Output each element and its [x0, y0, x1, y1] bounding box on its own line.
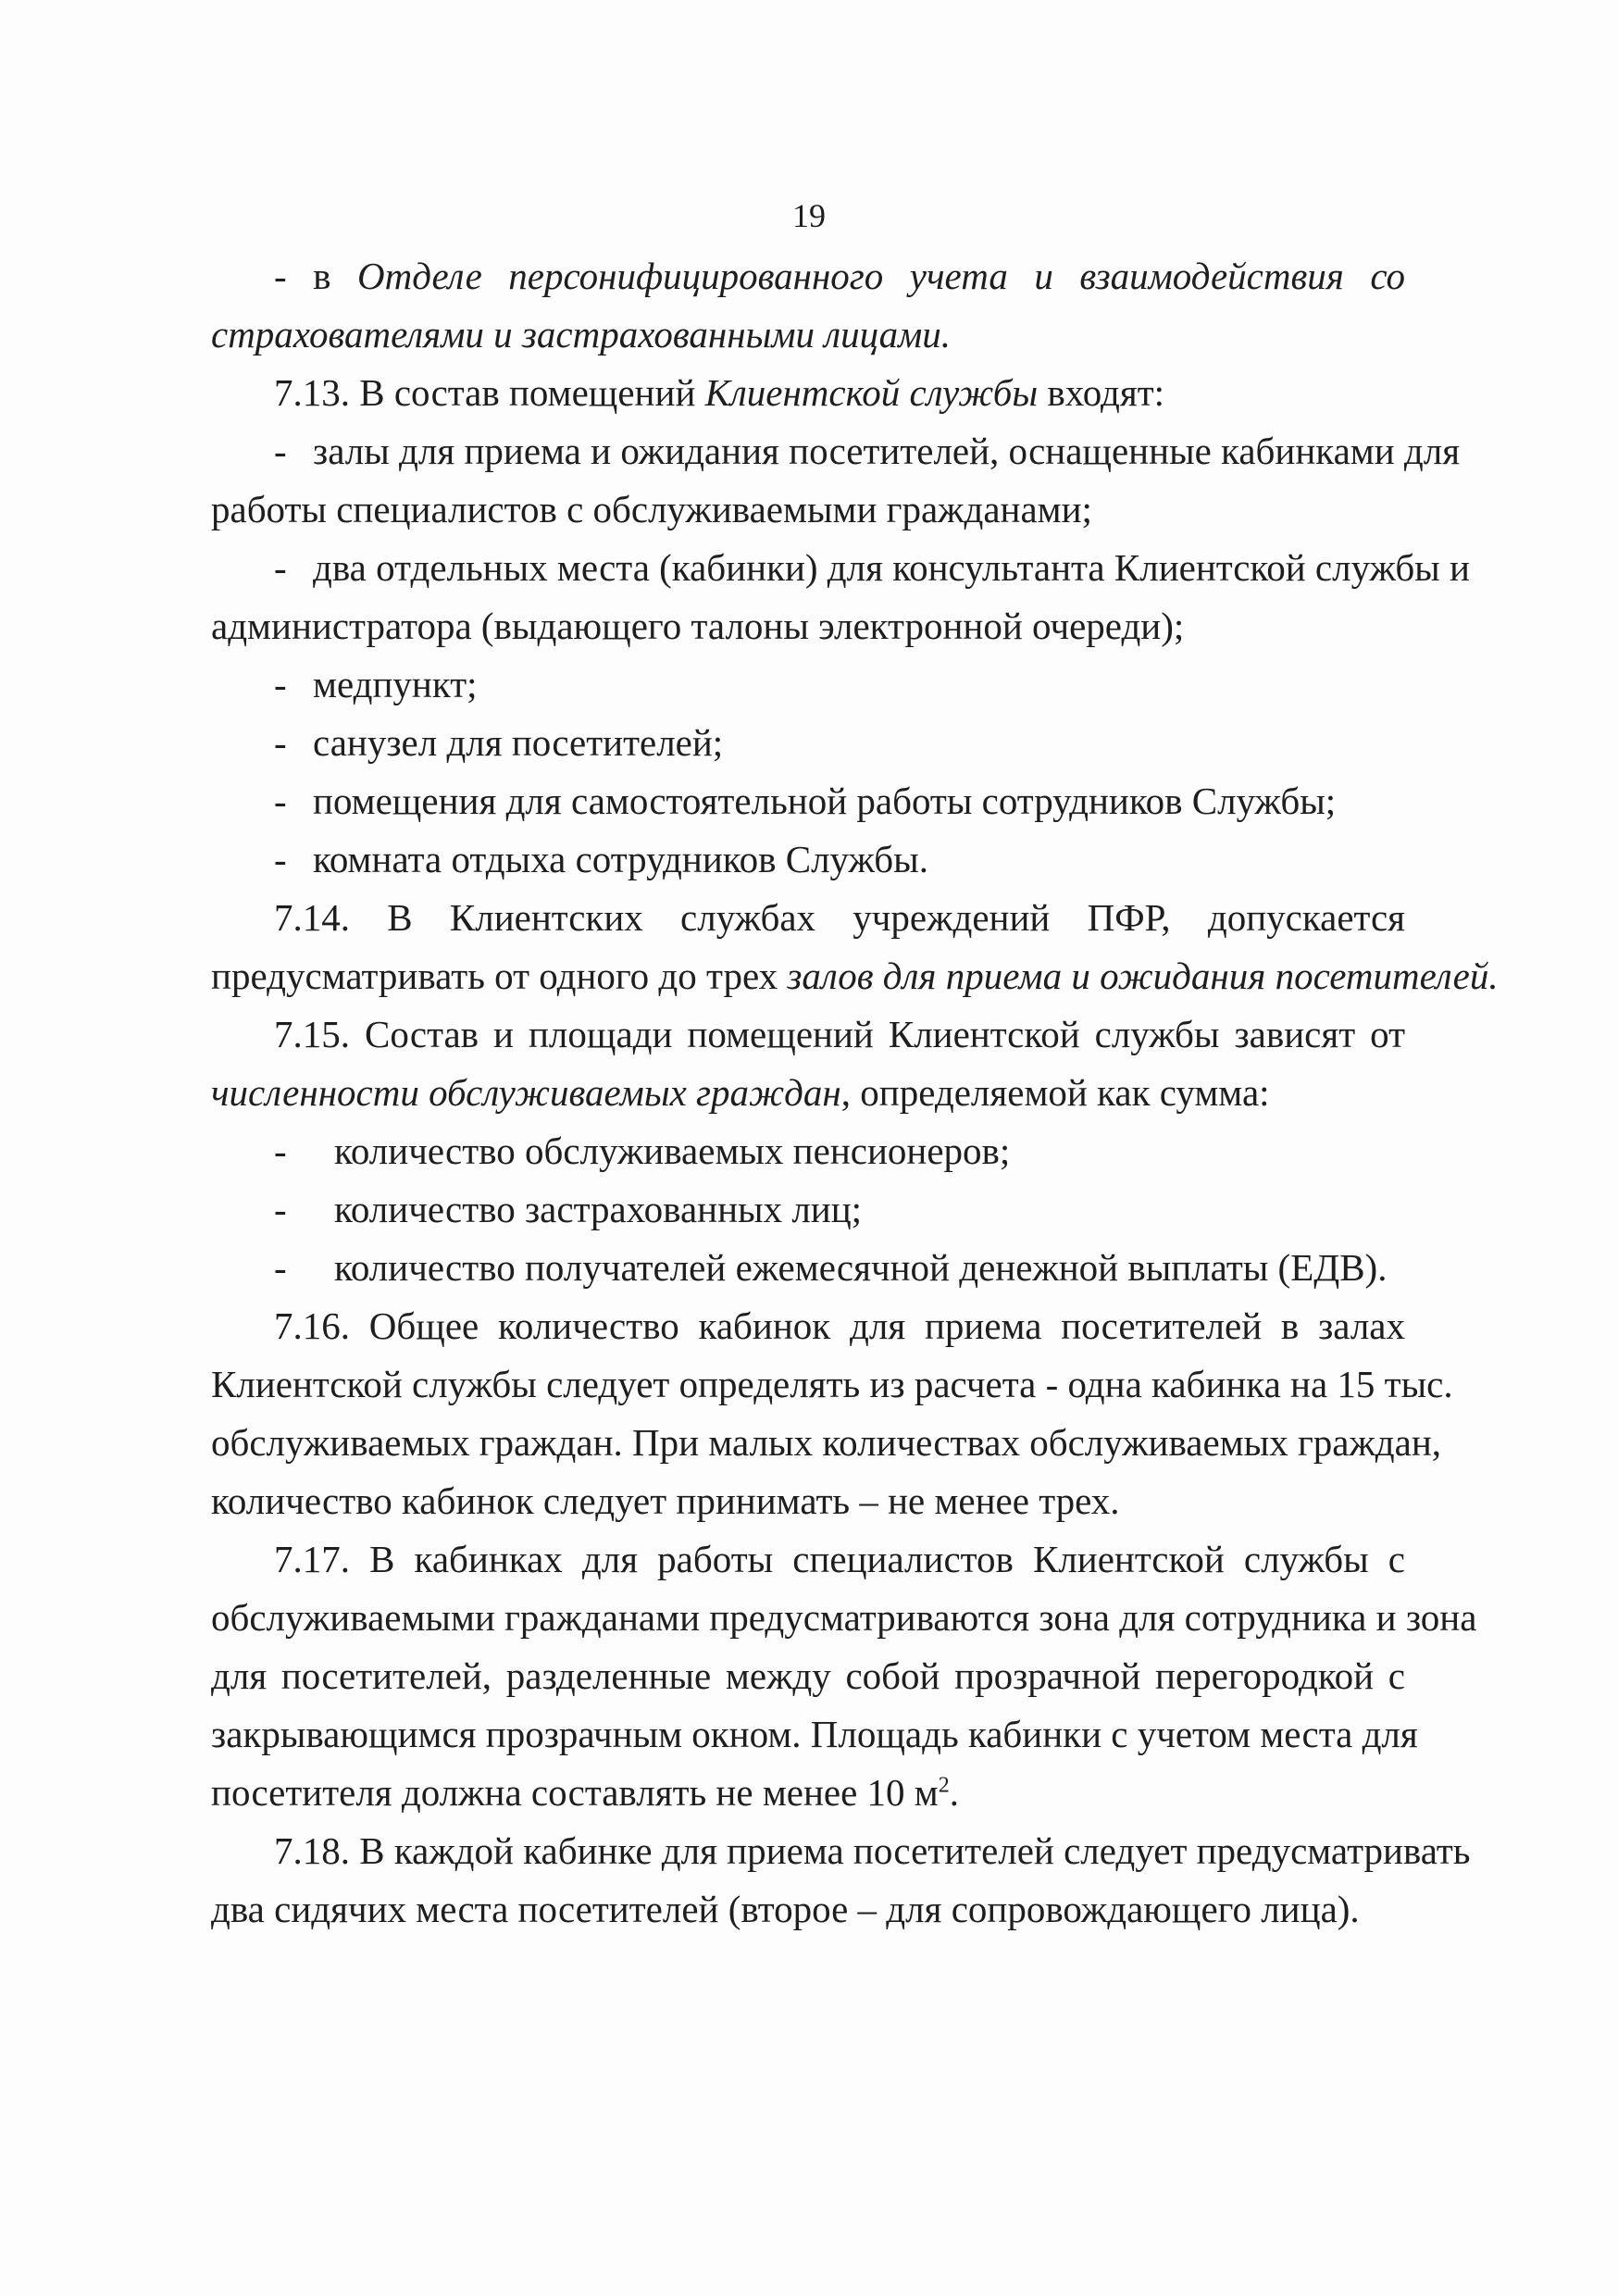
text-line: два сидячих места посетителей (второе – для сопровождающего лица). [211, 1888, 1360, 1930]
list-item: - количество застрахованных лиц; [274, 1188, 863, 1230]
list-item: - количество обслуживаемых пенсионеров; [274, 1129, 1011, 1172]
page-number: 19 [792, 197, 826, 234]
list-item: - количество получателей ежемесячной денежной выплаты (ЕДВ). [274, 1246, 1388, 1289]
list-item: - санузел для посетителей; [274, 721, 724, 764]
text-line: посетителя должна составлять не менее 10 $м^2$. [211, 1771, 959, 1814]
paragraph-7-14: 7.14. В Клиентских службах учреждений ПФР, допускается [274, 896, 1405, 939]
text-line: закрывающимся прозрачным окном. Площадь кабинки с учетом места для [211, 1713, 1418, 1755]
text-line: предусматривать от одного до трех залов для приема и ожидания посетителей. [211, 955, 1499, 997]
text-line: работы специалистов с обслуживаемыми гражданами; [211, 488, 1092, 530]
paragraph-7-18: 7.18. В каждой кабинке для приема посетителей следует предусматривать [274, 1829, 1471, 1872]
text-line: для посетителей, разделенные между собой прозрачной перегородкой с [211, 1654, 1405, 1697]
paragraph-7-15: 7.15. Состав и площади помещений Клиентской службы зависят от [274, 1013, 1405, 1055]
list-item: - помещения для самостоятельной работы сотрудников Службы; [274, 780, 1337, 822]
list-item: - залы для приема и ожидания посетителей, оснащенные кабинками для [274, 430, 1461, 472]
text-line: администратора (выдающего талоны электронной очереди); [211, 605, 1185, 647]
text-line-2: страхователями и застрахованными лицами. [211, 313, 952, 356]
list-item: - медпункт; [274, 663, 478, 705]
list-item: - два отдельных места (кабинки) для консультанта Клиентской службы и [274, 546, 1470, 589]
text-line-1: - в Отделе персонифицированного учета и взаимодействия со [274, 255, 1405, 297]
paragraph-7-13: 7.13. В состав помещений Клиентской службы входят: [274, 371, 1165, 414]
text-line: численности обслуживаемых граждан, определяемой как сумма: [211, 1071, 1270, 1114]
paragraph-7-17: 7.17. В кабинках для работы специалистов Клиентской службы с [274, 1538, 1405, 1580]
paragraph-7-16: 7.16. Общее количество кабинок для приема посетителей в залах [274, 1304, 1405, 1347]
text-line: Клиентской службы следует определять из расчета - одна кабинка на 15 тыс. [211, 1363, 1453, 1405]
text-line: обслуживаемыми гражданами предусматриваются зона для сотрудника и зона [211, 1596, 1477, 1639]
text-line: количество кабинок следует принимать – не менее трех. [211, 1479, 1120, 1522]
list-item: - комната отдыха сотрудников Службы. [274, 838, 928, 880]
text-line: обслуживаемых граждан. При малых количествах обслуживаемых граждан, [211, 1421, 1442, 1464]
